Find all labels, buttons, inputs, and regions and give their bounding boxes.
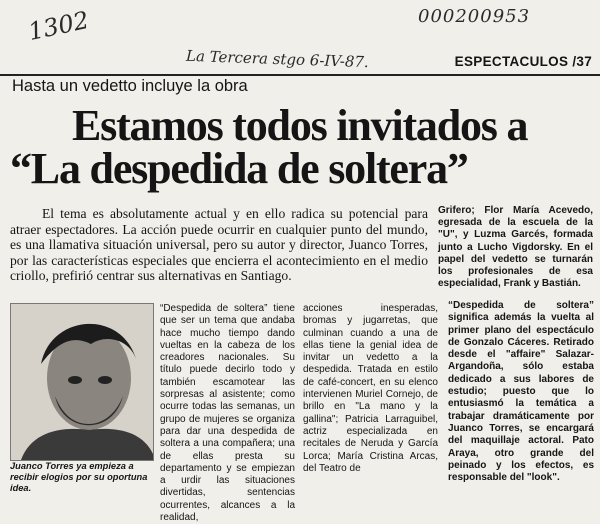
handwritten-source-date: La Tercera stgo 6-IV-87. xyxy=(185,46,370,72)
handwritten-archive-code: 000200953 xyxy=(418,6,531,27)
headline-line-1: Estamos todos invitados a xyxy=(72,101,528,150)
article-column-3: “Despedida de soltera” significa además la vuelta al primer plano del espectáculo de Gonzalo Cáceres. Retirado desde el "affaire" Salazar-Argandoña, sólo estaba dedicado a sus labores de estudio; puesto que lo entusiasmó la temática a trabajar dramáticamente por Juanco Torres, se encargará del maquillaje actoral. Pato Araya, otro grande del peinado y los efectos, es responsable del "look". xyxy=(448,300,594,484)
article-lead-paragraph: El tema es absolutamente actual y en ello radica su potencial para atraer espectadores. La acción puede ocurrir en cualquier punto del mundo, es una llamativa situación universal, pero su autor y director, Juanco Torres, por las características especiales que encierra el acontecimiento en el medio criollo, prefirió centrar sus alternativas en Santiago. xyxy=(10,206,428,284)
handwritten-number: 1302 xyxy=(25,5,92,47)
article-kicker: Hasta un vedetto incluye la obra xyxy=(12,77,248,95)
headline-line-2: “La despedida de soltera” xyxy=(10,144,468,193)
portrait-photo xyxy=(10,303,154,461)
article-column-2: acciones inesperadas, bromas y jugarretas, que culminan cuando a una de ellas tiene la genial idea de invitar un vedetto a la despedida. Tratada en estilo de café-concert, en su elenco intervienen Muriel Cornejo, de brillo en "La mano y la gallina"; Patricia Larraguibel, actriz especializada en recitales de Neruda y García Lorca; María Cristina Arcas, del Teatro de xyxy=(303,303,438,474)
header-rule xyxy=(0,74,600,76)
article-column-1: “Despedida de soltera” tiene que ser un tema que andaba hace mucho tiempo dando vueltas en la cabeza de los creadores nacionales. Su título puede decirlo todo y también escamotear las sorpresas al asistente; como ocurre todas las semanas, un grupo de mujeres se organiza para dar una despedida de soltera a una compañera; una de ellas presta su departamento y se empiezan a urdir las situaciones divertidas, sentencias ocurrentes, alcances a la realidad, xyxy=(160,303,295,524)
article-column-right-top: Grifero; Flor María Acevedo, egresada de la escuela de la "U", y Luzma Garcés, formada junto a Lucho Vigdorsky. En el papel del vedetto se turnarán los profesionales de esa especialidad, Frank y Bastián. xyxy=(438,205,593,290)
section-label: ESPECTACULOS /37 xyxy=(454,54,592,69)
photo-caption: Juanco Torres ya empieza a recibir elogios por su oportuna idea. xyxy=(10,461,148,493)
